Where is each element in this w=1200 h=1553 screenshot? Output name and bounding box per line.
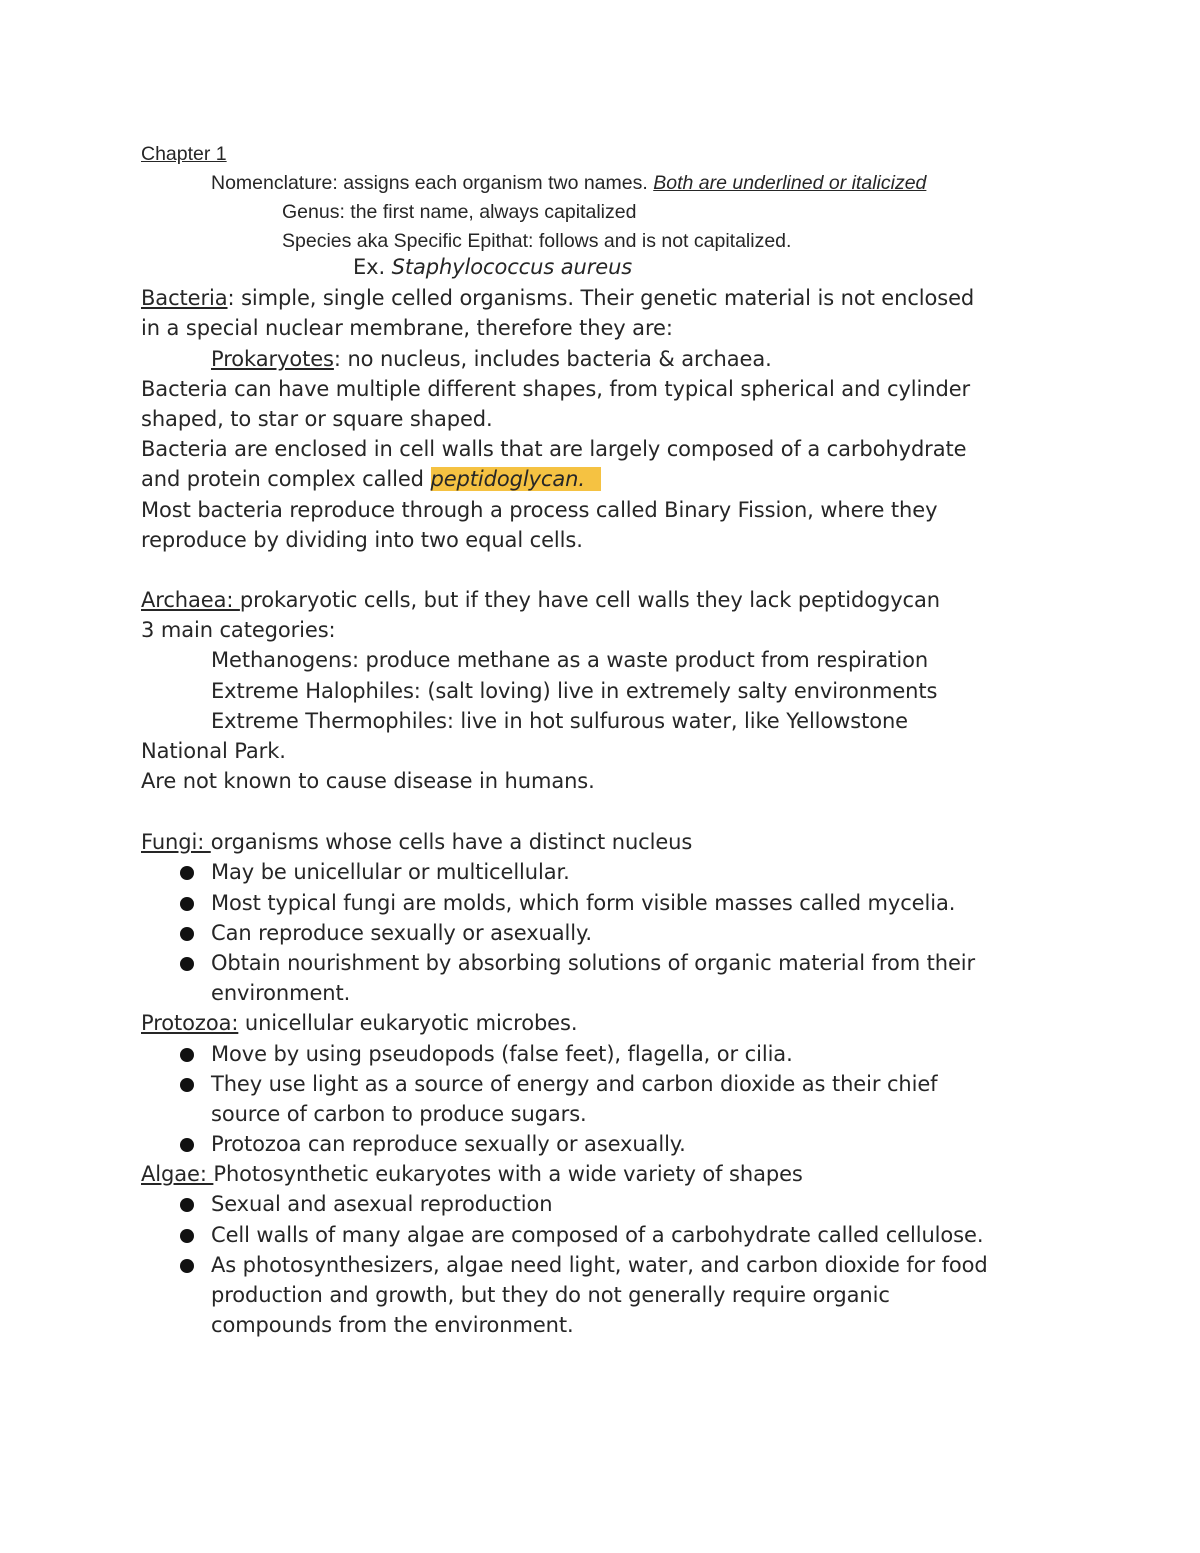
- bullet-dot: [180, 1229, 194, 1243]
- bacteria-shapes-line-2: shaped, to star or square shaped.: [141, 407, 493, 431]
- nomenclature-line: [211, 168, 926, 198]
- bullet-dot: [180, 957, 194, 971]
- bacteria-line-2: in a special nuclear membrane, therefore they are:: [141, 316, 673, 340]
- fungi-bullet-3: Can reproduce sexually or asexually.: [211, 921, 592, 945]
- species-line: Species aka Specific Epithat: follows and is not capitalized.: [282, 230, 792, 252]
- bacteria-walls-text-2: and protein complex called: [141, 467, 431, 491]
- fungi-text: organisms whose cells have a distinct nucleus: [210, 830, 693, 854]
- protozoa-bullet-1: Move by using pseudopods (false feet), flagella, or cilia.: [211, 1042, 793, 1066]
- fungi-bullet-2: Most typical fungi are molds, which form visible masses called mycelia.: [211, 891, 956, 915]
- archaea-thermophiles-cont: National Park.: [141, 739, 286, 763]
- protozoa-heading: Protozoa:: [141, 1011, 239, 1035]
- protozoa-bullet-2: They use light as a source of energy and carbon dioxide as their chief: [211, 1072, 938, 1096]
- chapter-title-text: Chapter 1: [141, 143, 227, 165]
- archaea-categories: 3 main categories:: [141, 618, 336, 642]
- algae-bullet-2: Cell walls of many algae are composed of a carbohydrate called cellulose.: [211, 1223, 984, 1247]
- bacteria-fission-line-2: reproduce by dividing into two equal cells.: [141, 528, 583, 552]
- bullet-dot: [180, 1198, 194, 1212]
- archaea-methanogens: Methanogens: produce methane as a waste product from respiration: [211, 648, 929, 672]
- fungi-bullet-4-cont: environment.: [211, 981, 351, 1005]
- archaea-disease: Are not known to cause disease in humans.: [141, 769, 595, 793]
- bacteria-walls-line-2: [141, 464, 601, 494]
- algae-text: Photosynthetic eukaryotes with a wide variety of shapes: [213, 1162, 803, 1186]
- bullet-dot: [180, 866, 194, 880]
- prokaryotes-heading: Prokaryotes: [211, 347, 334, 371]
- fungi-heading: Fungi:: [141, 830, 211, 854]
- fungi-bullet-4: Obtain nourishment by absorbing solutions of organic material from their: [211, 951, 976, 975]
- bullet-dot: [180, 1138, 194, 1152]
- bacteria-text-1: : simple, single celled organisms. Their genetic material is not enclosed: [227, 286, 975, 310]
- example-line: [353, 252, 632, 282]
- peptidoglycan-highlight: peptidoglycan.: [431, 467, 601, 491]
- archaea-line: [141, 585, 940, 615]
- archaea-halophiles: Extreme Halophiles: (salt loving) live in extremely salty environments: [211, 679, 938, 703]
- fungi-bullet-1: May be unicellular or multicellular.: [211, 860, 570, 884]
- protozoa-bullet-2-cont: source of carbon to produce sugars.: [211, 1102, 587, 1126]
- protozoa-bullet-3: Protozoa can reproduce sexually or asexually.: [211, 1132, 686, 1156]
- chapter-title: [141, 139, 227, 169]
- bullet-dot: [180, 1048, 194, 1062]
- algae-bullet-3: As photosynthesizers, algae need light, water, and carbon dioxide for food: [211, 1253, 988, 1277]
- nomenclature-note: Both are underlined or italicized: [653, 172, 927, 194]
- nomenclature-text: Nomenclature: assigns each organism two names.: [211, 172, 654, 194]
- prokaryotes-text: : no nucleus, includes bacteria & archaea.: [333, 347, 772, 371]
- bacteria-heading: Bacteria: [141, 286, 228, 310]
- algae-line: [141, 1159, 803, 1189]
- bullet-dot: [180, 927, 194, 941]
- bacteria-shapes-line-1: Bacteria can have multiple different shapes, from typical spherical and cylinder: [141, 377, 971, 401]
- algae-bullet-3-cont-2: compounds from the environment.: [211, 1313, 574, 1337]
- bacteria-fission-line-1: Most bacteria reproduce through a process called Binary Fission, where they: [141, 498, 938, 522]
- archaea-heading: Archaea:: [141, 588, 240, 612]
- bacteria-walls-line-1: Bacteria are enclosed in cell walls that are largely composed of a carbohydrate: [141, 437, 967, 461]
- algae-bullet-1: Sexual and asexual reproduction: [211, 1192, 553, 1216]
- example-prefix: Ex.: [353, 255, 392, 279]
- fungi-line: [141, 827, 692, 857]
- algae-heading: Algae:: [141, 1162, 214, 1186]
- prokaryotes-line: [211, 344, 772, 374]
- archaea-thermophiles: Extreme Thermophiles: live in hot sulfurous water, like Yellowstone: [211, 709, 908, 733]
- protozoa-line: [141, 1008, 577, 1038]
- genus-line: Genus: the first name, always capitalized: [282, 201, 637, 223]
- bullet-dot: [180, 1078, 194, 1092]
- algae-bullet-3-cont-1: production and growth, but they do not generally require organic: [211, 1283, 890, 1307]
- bullet-dot: [180, 897, 194, 911]
- archaea-text: prokaryotic cells, but if they have cell walls they lack peptidogycan: [239, 588, 940, 612]
- bullet-dot: [180, 1259, 194, 1273]
- protozoa-text: unicellular eukaryotic microbes.: [238, 1011, 578, 1035]
- bacteria-line-1: [141, 283, 974, 313]
- example-name: Staphylococcus aureus: [391, 255, 633, 279]
